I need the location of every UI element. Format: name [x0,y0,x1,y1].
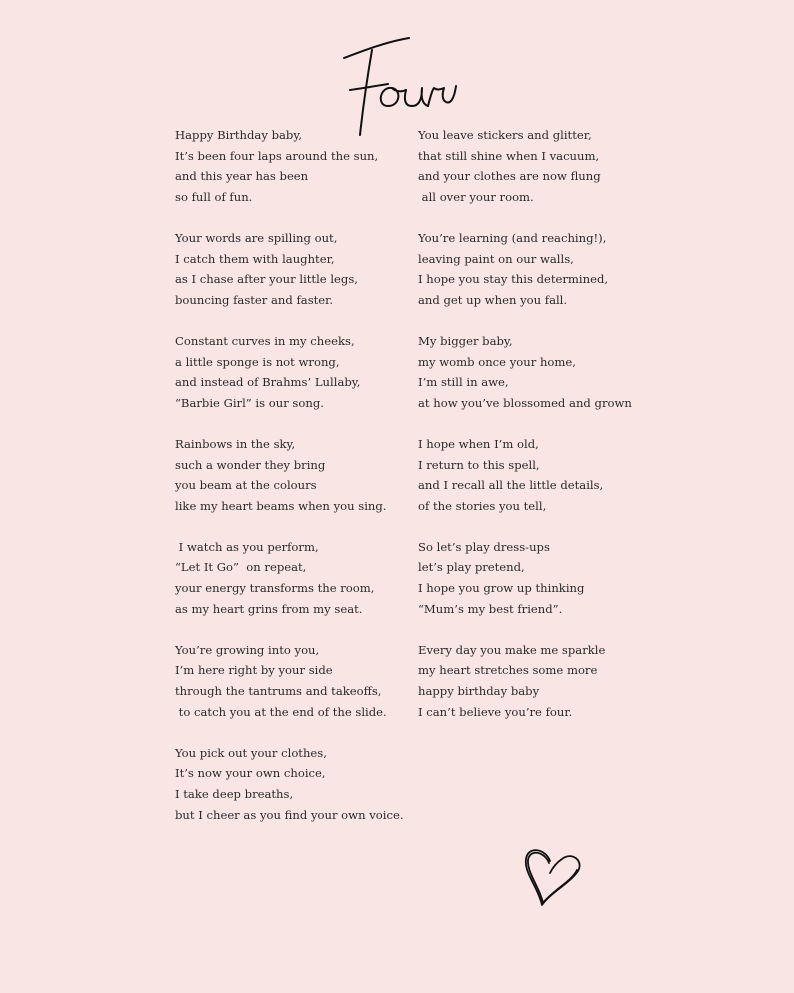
poem-line: and this year has been [175,169,309,184]
poem-line: I hope when I’m old, [418,436,539,451]
left-stanza [175,331,415,413]
left-stanza [175,743,415,825]
poem-line: I take deep breaths, [175,787,294,801]
poem-line: your energy transforms the room, [175,581,375,596]
right-stanza [418,125,658,207]
poem-line: Every day you make me sparkle [418,642,606,657]
poem-line: my heart stretches some more [418,663,598,678]
poem-line: leaving paint on our walls, [418,251,574,266]
poem-line: my womb once your home, [418,354,576,369]
poem-line: bouncing faster and faster. [175,292,334,307]
right-stanza [418,640,658,722]
poem-line: My bigger baby, [418,333,513,348]
poem-line: let’s play pretend, [418,560,525,575]
poem-line: at how you’ve blossomed and grown [418,395,632,410]
right-stanza [418,537,658,619]
poem-title [330,28,470,140]
poem-line: like my heart beams when you sing. [175,498,387,513]
poem-line: “Barbie Girl” is our song. [175,395,324,410]
poem-line: to catch you at the end of the slide. [175,704,387,719]
poem-line: happy birthday baby [418,684,540,699]
poem-line: and instead of Brahms’ Lullaby, [175,375,361,390]
left-stanza [175,640,415,722]
poem-line: You’re growing into you, [175,642,320,657]
poem-line: such a wonder they bring [175,457,326,472]
poem-line: I catch them with laughter, [175,251,335,266]
poem-line: and your clothes are now flung [418,169,601,184]
poem-line: I hope you grow up thinking [418,581,585,596]
poem-line: Your words are spilling out, [175,230,338,245]
poem-line: that still shine when I vacuum, [418,148,600,163]
poem-line: a little sponge is not wrong, [175,354,340,369]
heart-outline-icon [520,843,586,911]
poem-line: as my heart grins from my seat. [175,601,363,616]
poem-line: I hope you stay this determined, [418,272,609,287]
left-stanza [175,434,415,516]
poem-line: as I chase after your little legs, [175,272,358,287]
poem-line: I’m still in awe, [418,375,509,390]
poem-line: all over your room. [418,189,534,204]
right-stanza [418,331,658,413]
poem-line: You leave stickers and glitter, [418,128,592,142]
title-script-lettering [330,28,470,140]
poem-line: I return to this spell, [418,457,540,472]
poem-line: Rainbows in the sky, [175,436,296,451]
poem-line: but I cheer as you find your own voice. [175,807,404,822]
poem-line: I’m here right by your side [175,663,333,678]
poem-line: through the tantrums and takeoffs, [175,684,382,699]
poem-line: You’re learning (and reaching!), [418,230,607,245]
poem-line: You pick out your clothes, [175,745,327,760]
poem-line: I watch as you perform, [175,539,319,554]
poem-line: It’s been four laps around the sun, [175,148,379,163]
poem-line: So let’s play dress-ups [418,539,550,554]
poem-line: of the stories you tell, [418,498,547,513]
right-stanza [418,434,658,516]
right-stanza [418,228,658,310]
poem-right-column [418,125,658,743]
poem-line: so full of fun. [175,189,253,204]
poem-line: Constant curves in my cheeks, [175,333,355,348]
poem-line: “Mum’s my best friend”. [418,601,563,616]
poem-line: and get up when you fall. [418,292,568,307]
poem-line: Happy Birthday baby, [175,128,303,142]
poem-line: I can’t believe you’re four. [418,704,573,719]
poem-left-column [175,125,415,846]
poem-line: and I recall all the little details, [418,478,604,493]
poem-line: “Let It Go” on repeat, [175,560,307,575]
left-stanza [175,537,415,619]
poem-line: It’s now your own choice, [175,766,326,781]
left-stanza [175,228,415,310]
left-stanza [175,125,415,207]
poem-line: you beam at the colours [175,478,317,493]
